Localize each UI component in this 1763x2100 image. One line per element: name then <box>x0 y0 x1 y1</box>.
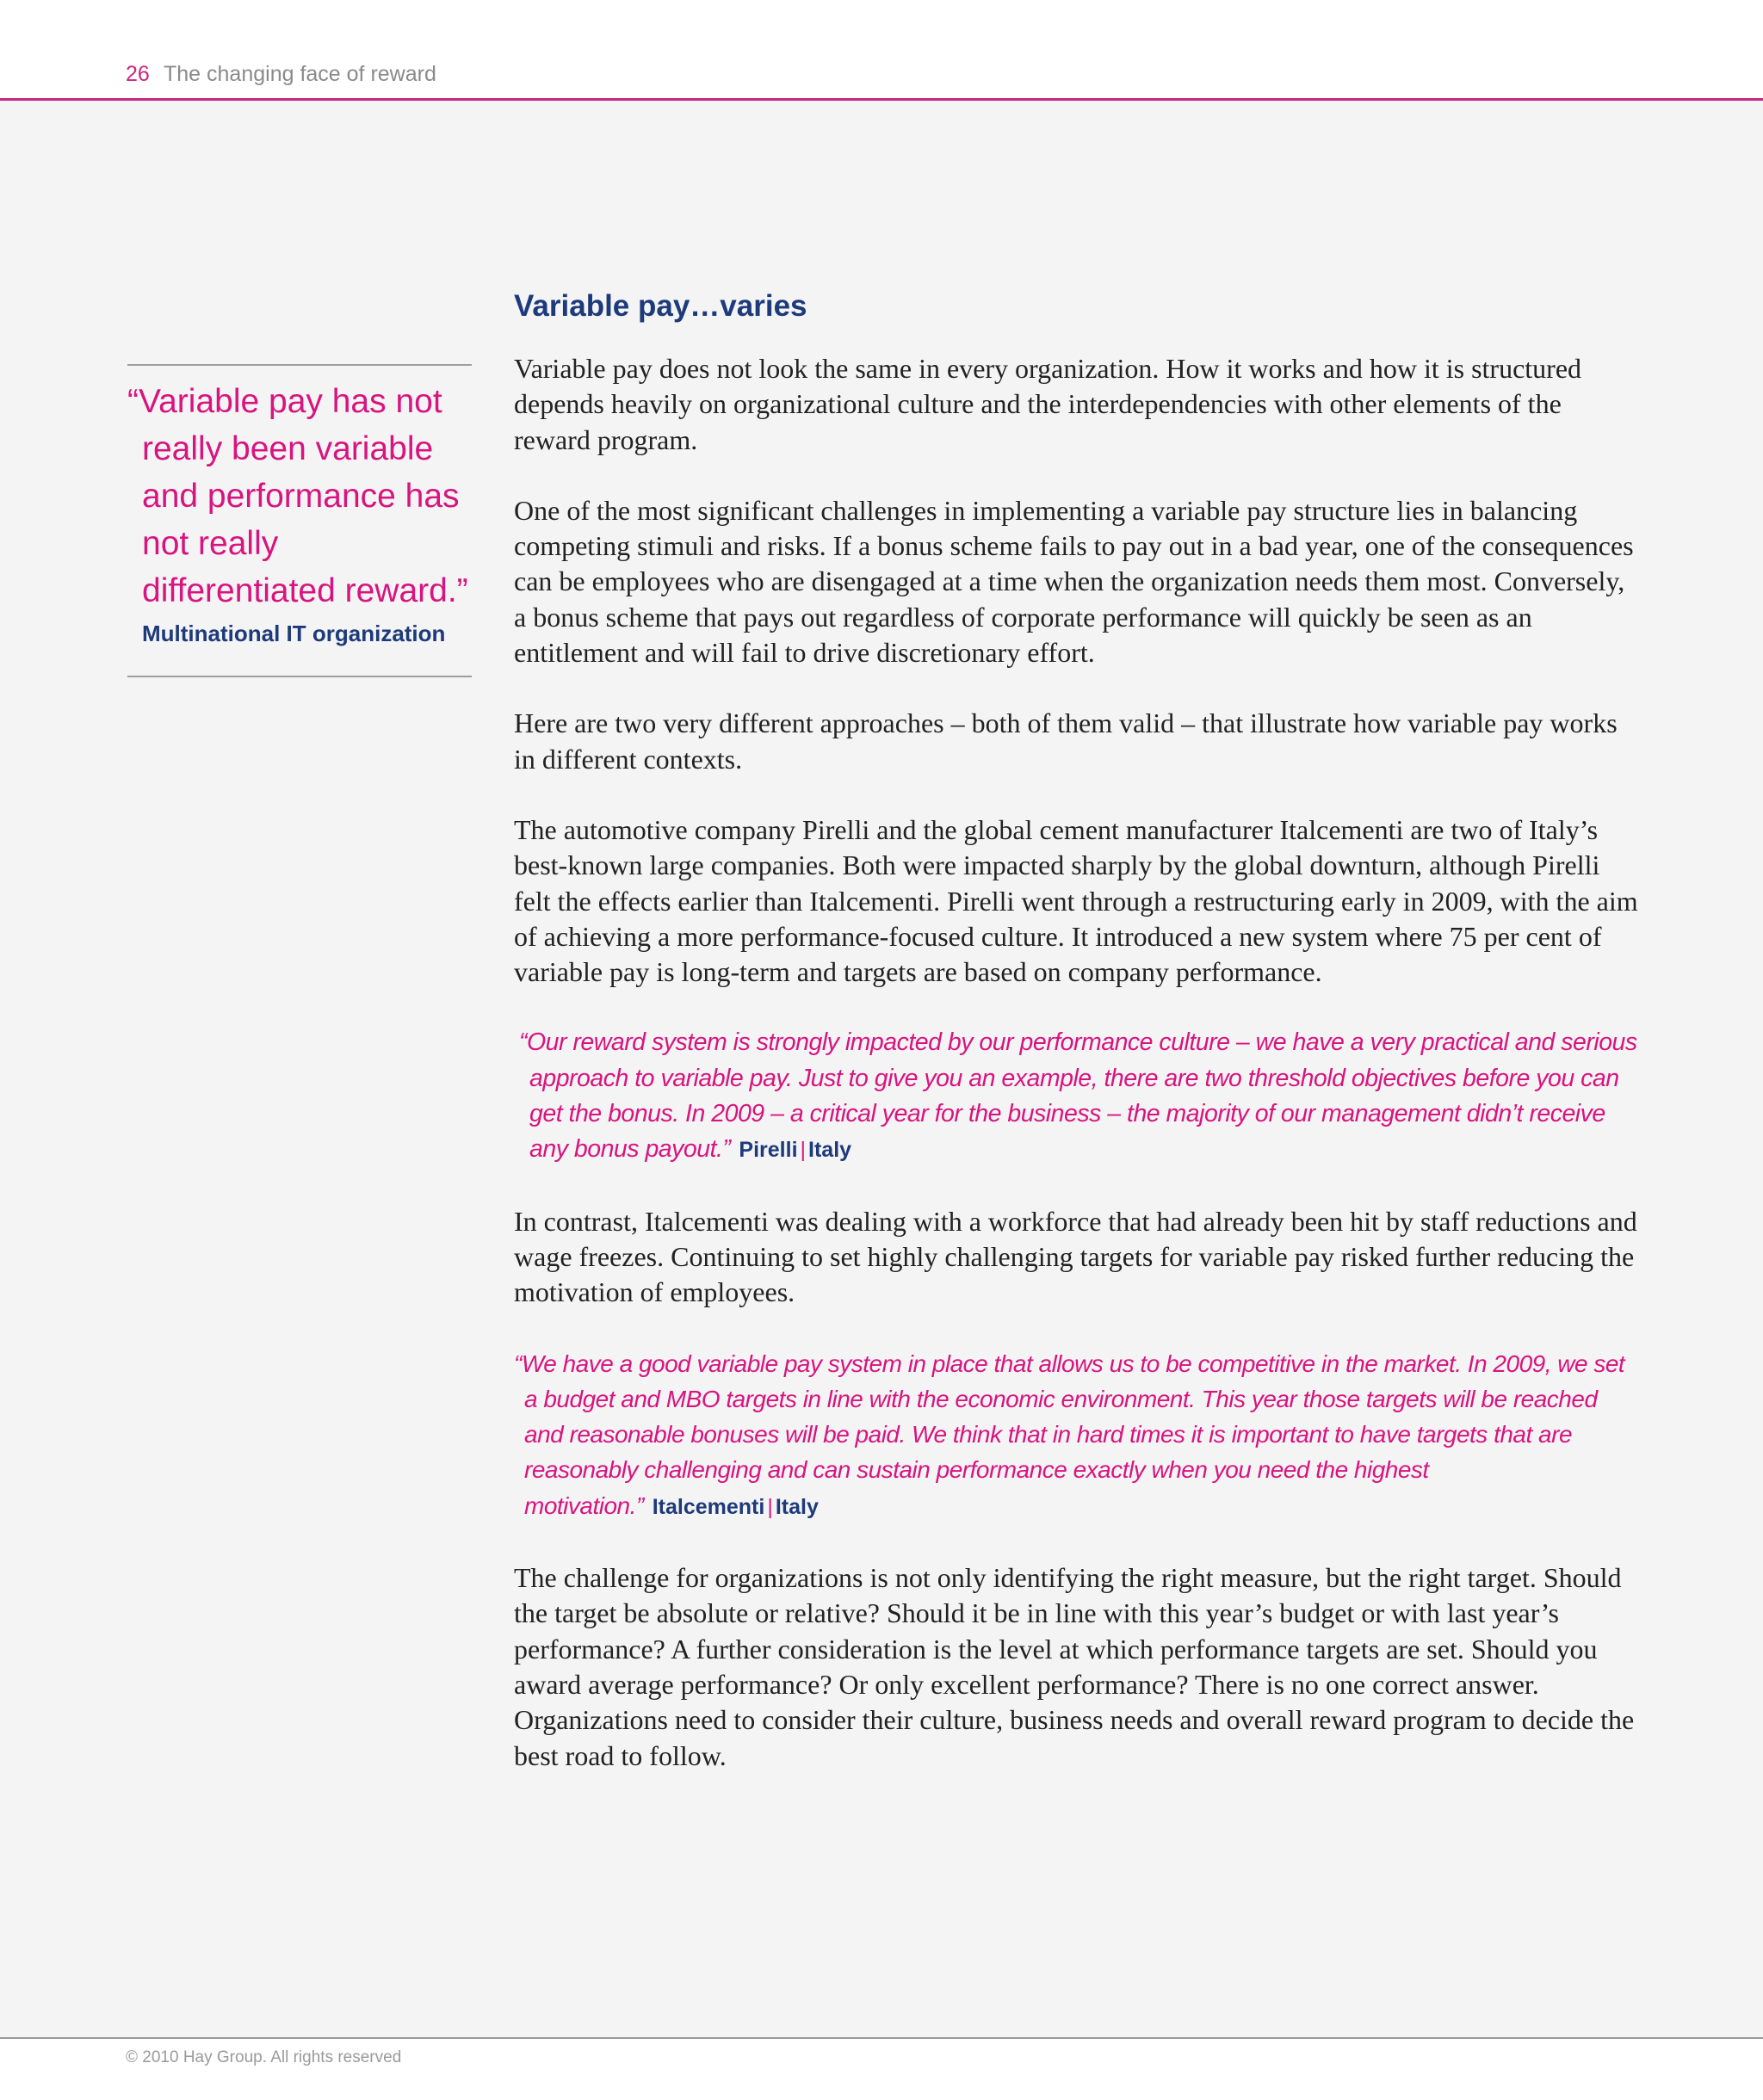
running-title: The changing face of reward <box>164 62 436 86</box>
quote-attribution <box>739 1138 851 1162</box>
attribution-separator: | <box>800 1138 807 1163</box>
page-footer <box>0 2037 1763 2100</box>
body-paragraph: The automotive company Pirelli and the global cement manufacturer Italcementi are two of Italy’s best-known large companies. Both were impacted sharply by the global downturn, although Pirelli felt the effects earlier than Italcementi. Pirelli went through a restructuring early in 2009, with the aim of achieving a more performance-focused culture. It introduced a new system where 75 per cent of variable pay is long-term and targets are based on company performance. <box>514 813 1638 988</box>
attribution-company: Italcementi <box>652 1494 765 1519</box>
quote-attribution <box>653 1495 819 1519</box>
attribution-country: Italy <box>808 1138 852 1163</box>
sidebar-pull-quote <box>127 364 472 677</box>
sidebar-quote-source: Multinational IT organization <box>142 621 446 646</box>
attribution-separator: | <box>767 1494 773 1519</box>
pirelli-quote <box>519 1025 1642 1168</box>
body-paragraph: In contrast, Italcementi was dealing with a workforce that had already been hit by staff reductions and wage freezes. Continuing to set highly challenging targets for variable pay risked further reducing the motivation of employees. <box>514 1205 1637 1308</box>
section-heading: Variable pay…varies <box>514 289 807 323</box>
attribution-company: Pirelli <box>739 1138 798 1163</box>
attribution-country: Italy <box>775 1494 819 1519</box>
body-paragraph: The challenge for organizations is not only identifying the right measure, but the right target. Should the target be absolute or relative? Should it be in line with this year’s budget or with last year’s performance? A further consideration is the level at which performance targets are set. Should you award average performance? Or only excellent performance? There is no one correct answer. Organizations need to consider their culture, business needs and overall reward program to decide the best road to follow. <box>514 1562 1635 1771</box>
body-paragraph: Here are two very different approaches – both of them valid – that illustrate how variable pay works in different contexts. <box>514 707 1618 775</box>
main-article <box>514 287 1642 1809</box>
page-number: 26 <box>126 62 150 86</box>
body-paragraph: One of the most significant challenges in implementing a variable pay structure lies in balancing competing stimuli and risks. If a bonus scheme fails to pay out in a bad year, one of the consequences can be employees who are disengaged at a time when the organization needs them most. Conversely, a bonus scheme that pays out regardless of corporate performance will quickly be seen as an entitlement and will fail to drive discretionary effort. <box>514 494 1634 669</box>
quote-text: “We have a good variable pay system in place that allows us to be competitive in the market. In 2009, we set a budget and MBO targets in line with the economic environment. This year those targets will be reached and reasonable bonuses will be paid. We think that in hard times it is important to have targets that are reasonably challenging and can sustain performance exactly when you need the highest motivation.” <box>514 1350 1625 1519</box>
quote-text: “Our reward system is strongly impacted by our performance culture – we have a very practical and serious approach to variable pay. Just to give you an example, there are two threshold objectives before you can get the bonus. In 2009 – a critical year for the business – the majority of our management didn’t receive any bonus payout.” <box>519 1028 1637 1164</box>
italcementi-quote <box>514 1346 1642 1525</box>
sidebar-quote-text: “Variable pay has not really been variable and performance has not really differentiated reward.” <box>127 383 468 609</box>
body-paragraph: Variable pay does not look the same in every organization. How it works and how it is structured depends heavily on organizational culture and the interdependencies with other elements of the reward program. <box>514 353 1582 455</box>
copyright-notice: © 2010 Hay Group. All rights reserved <box>126 2048 402 2066</box>
